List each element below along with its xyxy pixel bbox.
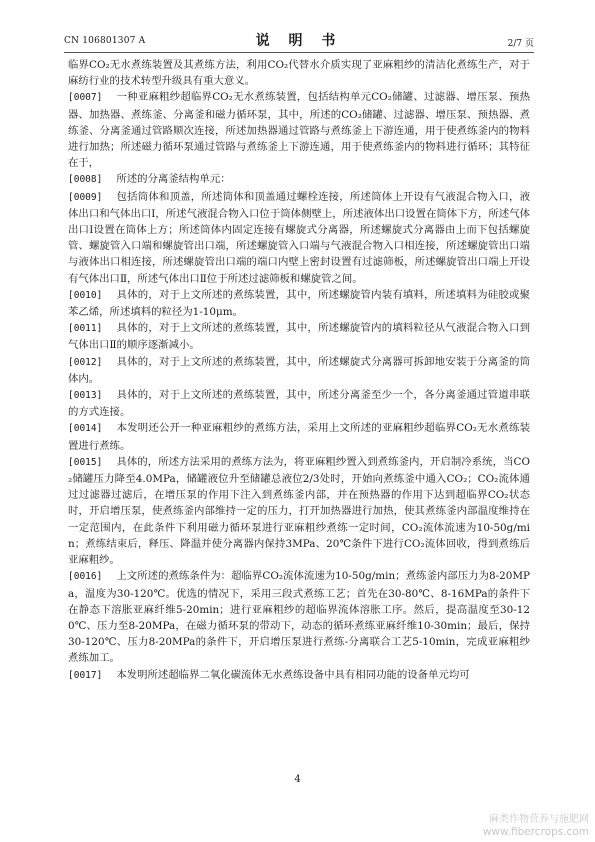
paragraph-text: 包括筒体和顶盖，所述筒体和顶盖通过螺栓连接，所述筒体上开设有气液混合物入口，液体出口和气体出口Ⅰ，所述气液混合物入口位于筒体侧壁上，所述液体出口设置在筒体下方，所述气体出口Ⅰ设置在筒体上方；所述筒体内固定连接有螺旋式分离器，所述螺旋式分离器由上而下包括螺旋管、螺旋管入口端和螺旋管出口端，所述螺旋管入口端与气液混合物入口相连接，所述螺旋管出口端与液体出口相连接，所述螺旋管出口端的端口内壁上密封设置有过滤筛板，所述螺旋管出口端上开设有气体出口Ⅱ，所述气体出口Ⅱ位于所述过滤筛板和螺旋管之间。	[68, 190, 530, 285]
document-title: 说 明 书	[255, 33, 343, 49]
document-body	[68, 57, 530, 684]
paragraph-number: [0007]	[68, 92, 103, 104]
paragraph-number: [0008]	[68, 174, 103, 186]
paragraph-0015	[68, 454, 530, 568]
paragraph-text: 具体的，对于上文所述的煮练装置，其中，所述螺旋式分离器可拆卸地安装于分离釜的筒体内。	[68, 355, 530, 385]
paragraph-number: [0016]	[68, 571, 103, 583]
paragraph-0007	[68, 89, 530, 171]
paragraph-number: [0014]	[68, 423, 103, 435]
paragraph-text: 具体的，所述方法采用的煮练方法为，将亚麻粗纱置入到煮练釜内，开启制冷系统，当CO₂储罐压力降至4.0MPa，储罐液位升至储罐总液位2/3处时，开始向煮练釜中通入CO₂；CO₂流体通过过滤器过滤后，在增压泵的作用下注入到煮练釜内部，并在预热器的作用下达到超临界CO₂状态时，开启增压泵，使煮练釜内部维持一定的压力，打开加热器进行加热，使其煮练釜内部温度维持在一定范围内，在此条件下利用磁力循环泵进行亚麻粗纱煮练一定时间，CO₂流体流速为10-50g/min；煮练结束后，释压、降温并使分离器内保持3MPa、20℃条件下进行CO₂流体回收，得到煮练后亚麻粗纱。	[68, 455, 530, 567]
paragraph-text: 具体的，对于上文所述的煮练装置，其中，所述螺旋管内装有填料，所述填料为硅胶或聚苯乙烯，所述填料的粒径为1-10μm。	[68, 288, 530, 319]
publication-number: CN 106801307 A	[64, 36, 146, 46]
paragraph-0008	[68, 171, 530, 188]
paragraph-number: [0017]	[68, 669, 103, 681]
paragraph-number: [0015]	[68, 456, 103, 468]
paragraph-0012	[68, 354, 530, 387]
paragraph-number: [0010]	[68, 289, 103, 301]
paragraph-text: 上文所述的煮练条件为：超临界CO₂流体流速为10-50g/min；煮练釜内部压力为8-20MPa，温度为30-120℃。优选的情况下，采用三段式煮练工艺；首先在30-80℃、8-16MPa的条件下在静态下溶胀亚麻纤维5-20min；进行亚麻粗纱的超临界流体溶胀工序。然后，提高温度至30-120℃、压力至8-20MPa，在磁力循环泵的带动下，动态的循环煮练亚麻纤维10-30min；最后，保持30-120℃、压力8-20MPa的条件下，开启增压泵进行煮练-分离联合工艺5-10min，完成亚麻粗纱煮练加工。	[68, 570, 530, 665]
paragraph-text: 临界CO₂无水煮练装置及其煮练方法，利用CO₂代替水介质实现了亚麻粗纱的清洁化煮练生产，对于麻纺行业的技术转型升级具有重大意义。	[68, 59, 530, 88]
paragraph-continued	[68, 57, 530, 89]
page-index: 2/7 页	[507, 39, 534, 49]
paragraph-text: 具体的，对于上文所述的煮练装置，其中，所述螺旋管内的填料粒径从气液混合物入口到气体出口Ⅱ的顺序逐渐减小。	[68, 322, 530, 352]
paragraph-0011	[68, 320, 530, 353]
paragraph-0016	[68, 568, 530, 666]
paragraph-0017	[68, 667, 530, 684]
page-header	[64, 30, 534, 53]
page-number: 4	[294, 774, 301, 785]
paragraph-number: [0011]	[68, 323, 103, 335]
site-watermark	[483, 814, 589, 838]
paragraph-text: 本发明还公开一种亚麻粗纱的煮练方法，采用上文所述的亚麻粗纱超临界CO₂无水煮练装置进行煮练。	[68, 422, 530, 452]
paragraph-text: 一种亚麻粗纱超临界CO₂无水煮练装置，包括结构单元CO₂储罐、过滤器、增压泵、预热器、加热器、煮练釜、分离釜和磁力循环泵，其中，所述的CO₂储罐、过滤器、增压泵、预热器、煮练釜、分离釜通过管路顺次连接，所述加热器通过管路与煮练釜上下游连通，用于使煮练釜内的物料进行加热；所述磁力循环泵通过管路与煮练釜上下游连通，用于使煮练釜内的物料进行循环；其特征在于，	[68, 91, 530, 170]
paragraph-number: [0013]	[68, 390, 103, 402]
paragraph-number: [0012]	[68, 356, 103, 368]
paragraph-text: 所述的分离釜结构单元：	[116, 173, 231, 186]
watermark-site-name: 麻类作物营养与施肥网	[489, 814, 589, 825]
paragraph-number: [0009]	[68, 191, 103, 203]
paragraph-0013	[68, 387, 530, 420]
paragraph-0009	[68, 189, 530, 287]
paragraph-0014	[68, 420, 530, 453]
paragraph-text: 本发明所述超临界二氧化碳流体无水煮练设备中具有相同功能的设备单元均可	[116, 668, 470, 681]
paragraph-0010	[68, 287, 530, 320]
paragraph-text: 具体的，对于上文所述的煮练装置，其中，所述分离釜至少一个，各分离釜通过管道串联的方式连接。	[68, 389, 530, 419]
watermark-url: www.fibercrops.com	[482, 826, 589, 838]
